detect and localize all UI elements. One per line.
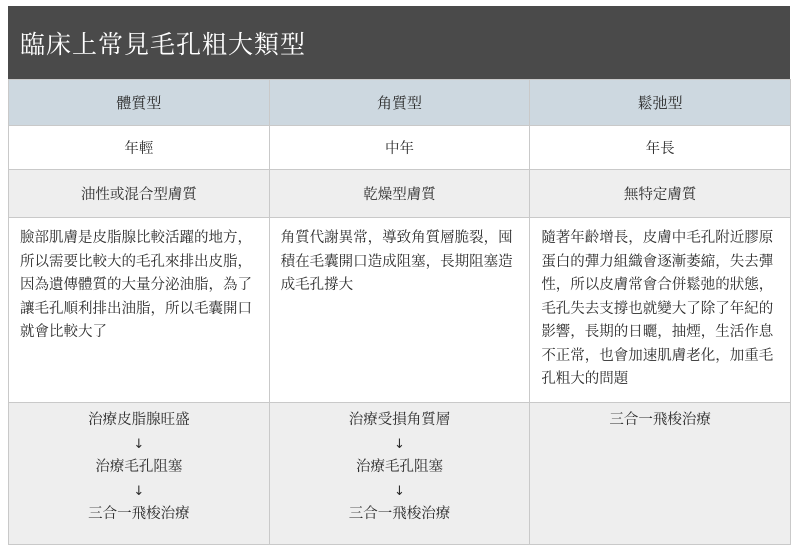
treatment-cell xyxy=(269,403,530,545)
treatment-step: 治療皮脂腺旺盛 xyxy=(88,412,190,428)
column-header-keratin: 角質型 xyxy=(269,80,530,126)
description-cell: 隨著年齡增長，皮膚中毛孔附近膠原蛋白的彈力組織會逐漸萎縮，失去彈性，所以皮膚常會合併鬆弛的狀態，毛孔失去支撐也就變大了除了年紀的影響，長期的日曬，抽煙，生活作息不正常，也會加速肌膚老化，加重毛孔粗大的問題 xyxy=(530,218,791,403)
treatment-step: 治療毛孔阻塞 xyxy=(355,459,443,475)
description-cell: 角質代謝異常，導致角質層脆裂，囤積在毛囊開口造成阻塞，長期阻塞造成毛孔撐大 xyxy=(269,218,530,403)
treatment-row xyxy=(9,403,791,545)
description-cell: 臉部肌膚是皮脂腺比較活躍的地方，所以需要比較大的毛孔來排出皮脂，因為遺傳體質的大量分泌油脂，為了讓毛孔順利排出油脂，所以毛囊開口就會比較大了 xyxy=(9,218,270,403)
down-arrow-icon: ↓ xyxy=(394,436,405,452)
age-cell: 中年 xyxy=(269,126,530,170)
treatment-step: 三合一飛梭治療 xyxy=(609,412,711,428)
skin-type-cell: 無特定膚質 xyxy=(530,170,791,218)
down-arrow-icon: ↓ xyxy=(133,436,145,452)
age-cell: 年長 xyxy=(530,126,791,170)
treatment-step: 三合一飛梭治療 xyxy=(348,506,451,522)
treatment-cell xyxy=(9,403,270,545)
header-row xyxy=(9,80,791,126)
pore-types-infographic xyxy=(8,6,790,545)
pore-types-table xyxy=(8,79,791,545)
skin-type-row xyxy=(9,170,791,218)
treatment-cell xyxy=(530,403,791,545)
age-row xyxy=(9,126,791,170)
treatment-step: 三合一飛梭治療 xyxy=(88,506,190,522)
treatment-step: 治療毛孔阻塞 xyxy=(95,459,183,475)
column-header-laxity: 鬆弛型 xyxy=(530,80,791,126)
skin-type-cell: 乾燥型膚質 xyxy=(269,170,530,218)
description-row xyxy=(9,218,791,403)
page-title: 臨床上常見毛孔粗大類型 xyxy=(8,6,790,79)
column-header-constitution: 體質型 xyxy=(9,80,270,126)
down-arrow-icon: ↓ xyxy=(133,483,145,499)
down-arrow-icon: ↓ xyxy=(394,483,405,499)
treatment-step: 治療受損角質層 xyxy=(348,412,451,428)
skin-type-cell: 油性或混合型膚質 xyxy=(9,170,270,218)
age-cell: 年輕 xyxy=(9,126,270,170)
